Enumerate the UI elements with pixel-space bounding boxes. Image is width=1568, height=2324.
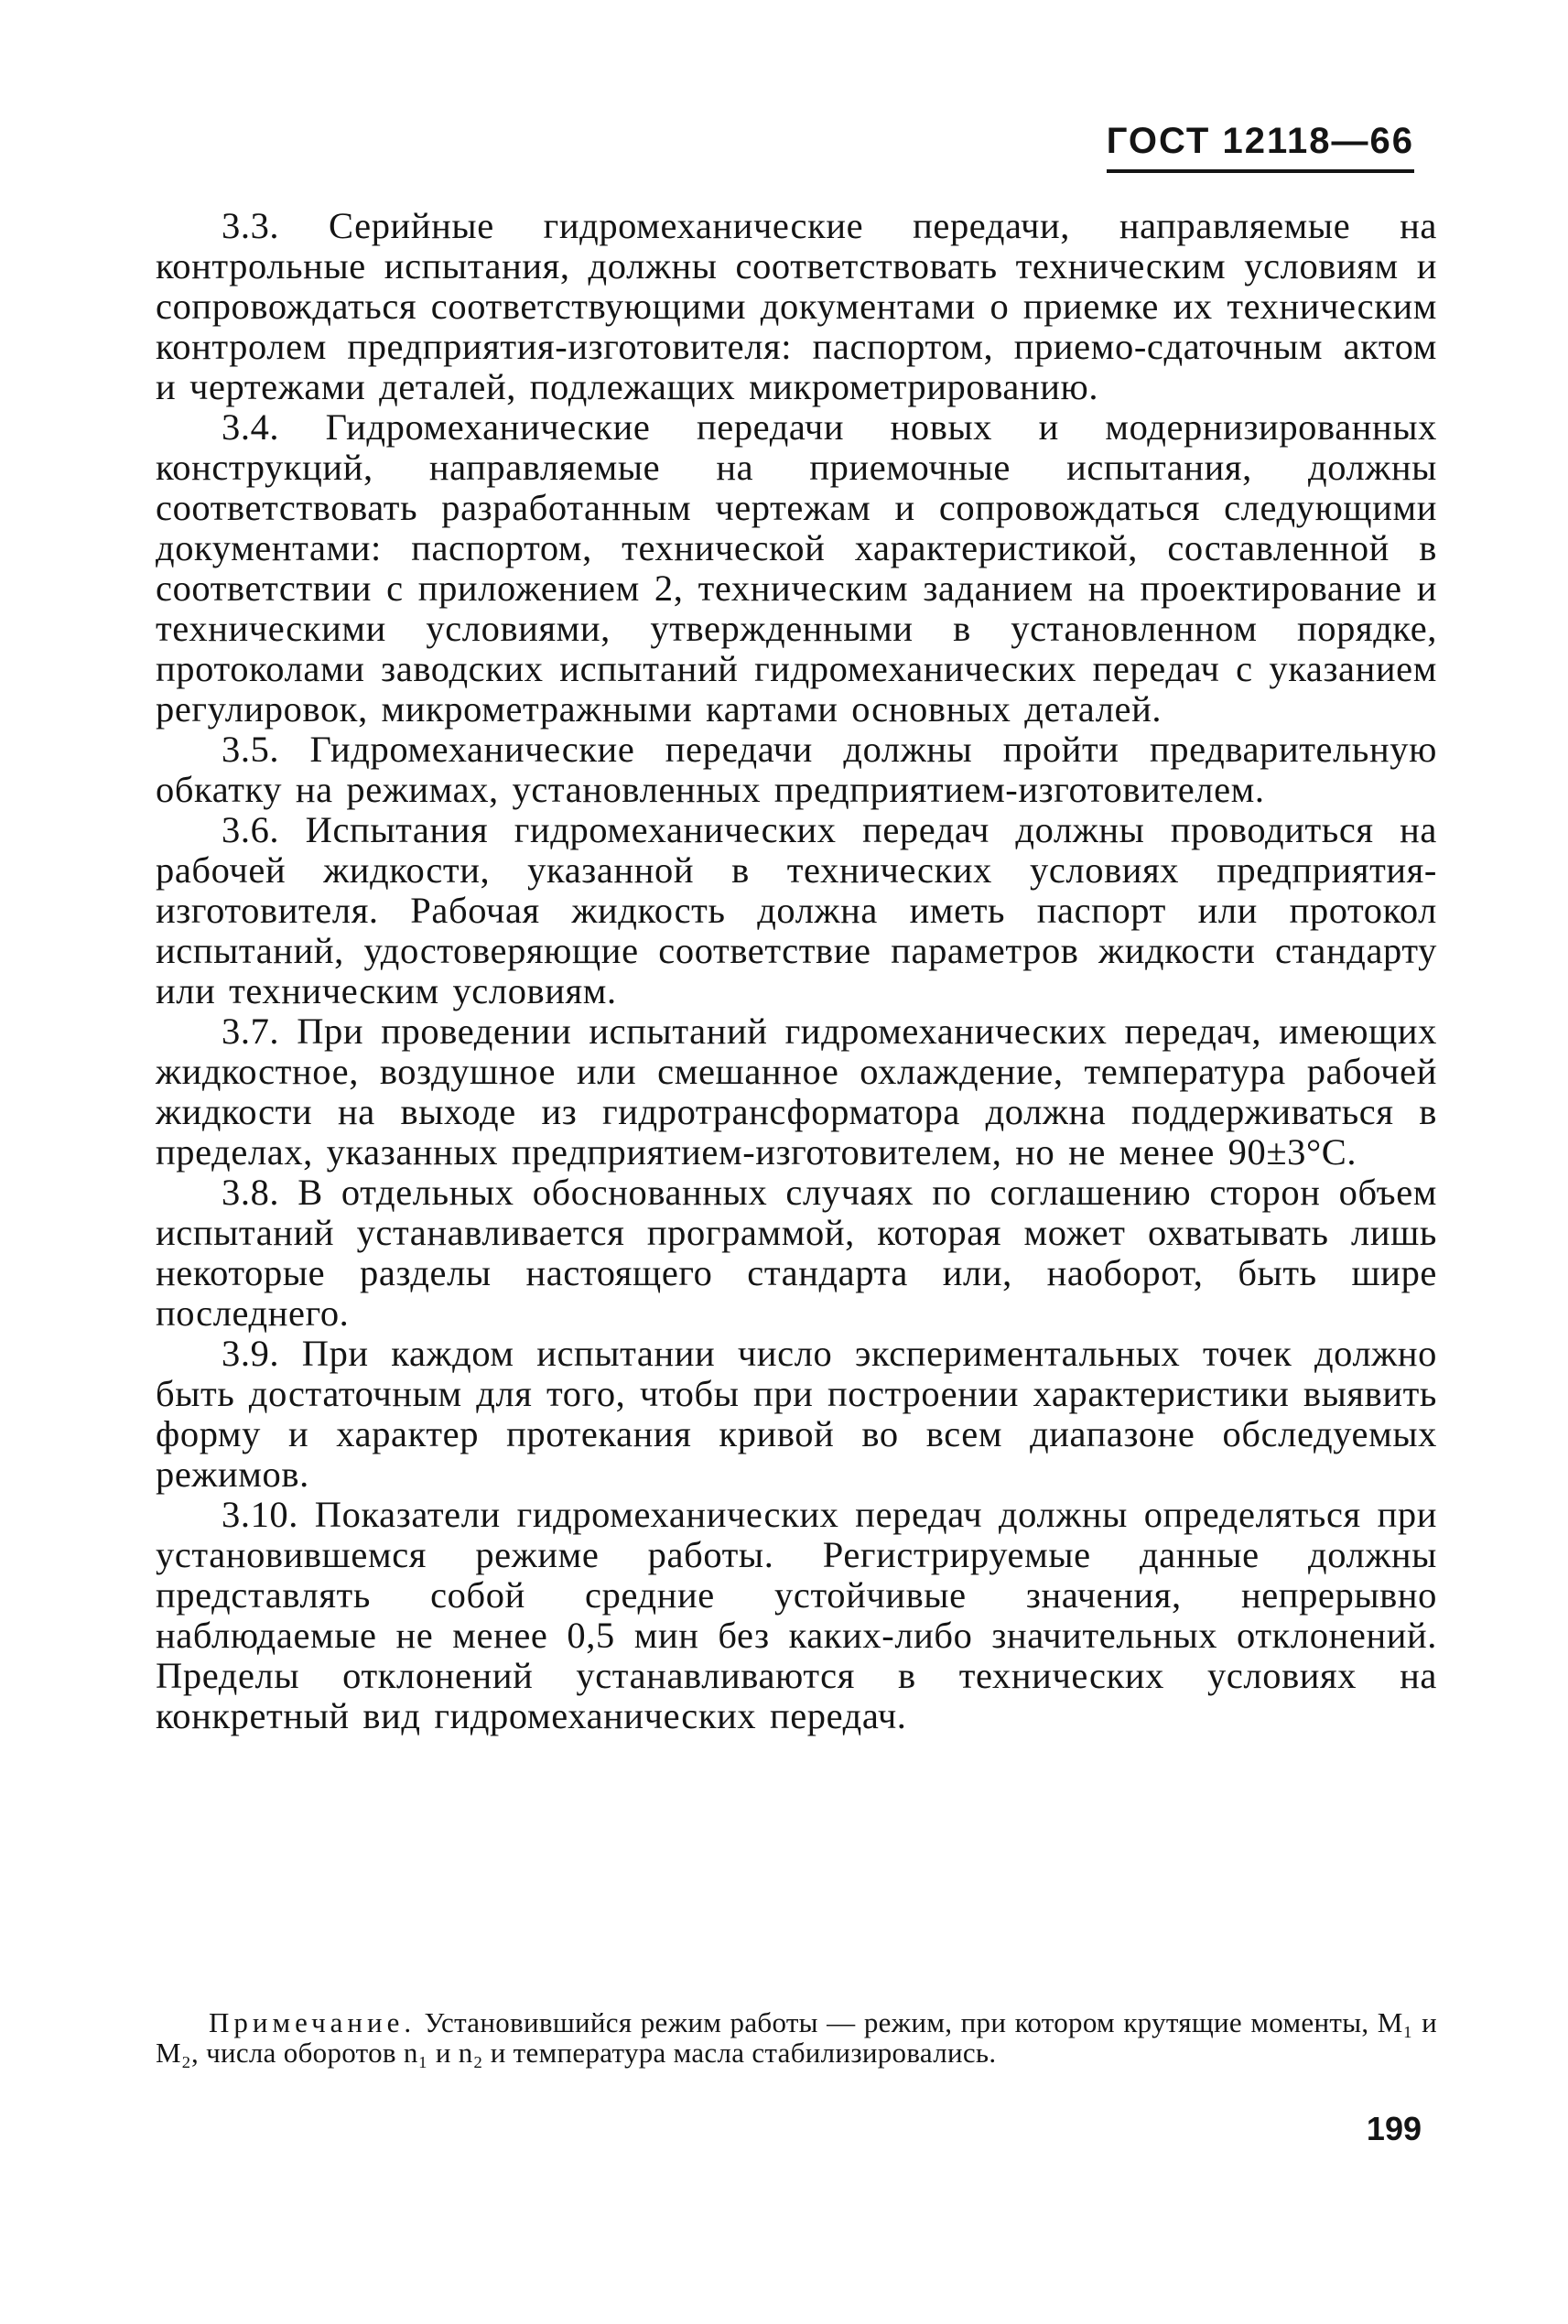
footnote-label: Примечание. [209,2006,416,2038]
footnote [156,2007,1437,2068]
paragraph-3-7: 3.7. При проведении испытаний гидромеханических передач, имеющих жидкостное, воздушное или смешанное охлаждение, температура рабочей жидкости на выходе из гидротрансформатора должна поддерживаться в пределах, указанных предприятием-изготовителем, но не менее 90±3°С. [156,1011,1437,1173]
document-code-header: ГОСТ 12118—66 [1107,121,1414,173]
paragraph-3-10: 3.10. Показатели гидромеханических передач должны определяться при установившемся режиме работы. Регистрируемые данные должны представлять собой средние устойчивые значения, непрерывно наблюдаемые не менее 0,5 мин без каких-либо значительных отклонений. Пределы отклонений устанавливаются в технических условиях на конкретный вид гидромеханических передач. [156,1494,1437,1736]
paragraph-3-9: 3.9. При каждом испытании число экспериментальных точек должно быть достаточным для того, чтобы при построении характеристики выявить форму и характер протекания кривой во всем диапазоне обследуемых режимов. [156,1333,1437,1495]
paragraph-3-3: 3.3. Серийные гидромеханические передачи, направляемые на контрольные испытания, должны соответствовать техническим условиям и сопровождаться соответствующими документами о приемке их техническим контролем предприятия-изготовителя: паспортом, приемо-сдаточным актом и чертежами деталей, подлежащих микрометрированию. [156,205,1437,407]
page-number: 199 [1366,2110,1422,2147]
paragraph-3-5: 3.5. Гидромеханические передачи должны пройти предварительную обкатку на режимах, установленных предприятием-изготовителем. [156,729,1437,810]
paragraph-3-6: 3.6. Испытания гидромеханических передач должны проводиться на рабочей жидкости, указанной в технических условиях предприятия-изготовителя. Рабочая жидкость должна иметь паспорт или протокол испытаний, удостоверяющие соответствие параметров жидкости стандарту или техническим условиям. [156,809,1437,1011]
main-text [156,206,1437,1736]
paragraph-3-4: 3.4. Гидромеханические передачи новых и модернизированных конструкций, направляемые на приемочные испытания, должны соответствовать разработанным чертежам и сопровождаться следующими документами: паспортом, технической характеристикой, составленной в соответствии с приложением 2, техническим заданием на проектирование и техническими условиями, утвержденными в установленном порядке, протоколами заводских испытаний гидромеханических передач с указанием регулировок, микрометражными картами основных деталей. [156,406,1437,730]
footnote-text: Установившийся режим работы — режим, при котором крутящие моменты, M₁ и M₂, числа оборотов n₁ и n₂ и температура масла стабилизировались. [156,2006,1437,2069]
paragraph-3-8: 3.8. В отдельных обоснованных случаях по соглашению сторон объем испытаний устанавливается программой, которая может охватывать лишь некоторые разделы настоящего стандарта или, наоборот, быть шире последнего. [156,1172,1437,1334]
